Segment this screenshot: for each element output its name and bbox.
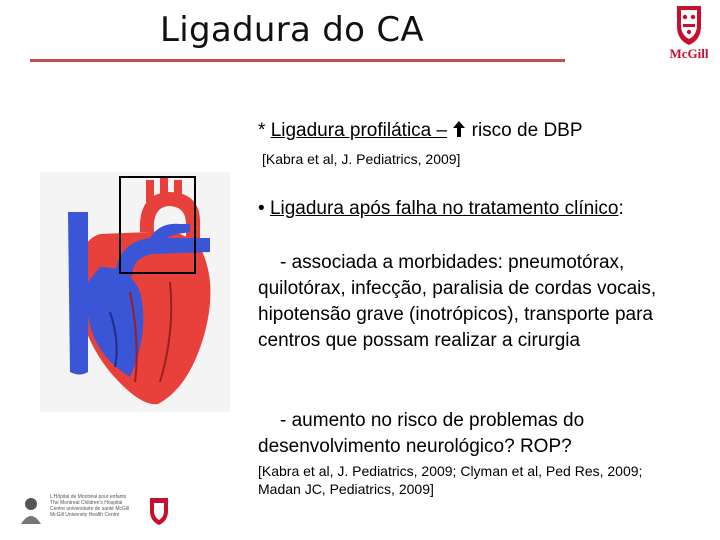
footer-line-3: Centre universitaire de santé McGill	[50, 506, 130, 512]
childrens-hospital-logo-icon	[16, 494, 46, 526]
bullet-prophylactic-label: Ligadura profilática –	[270, 120, 448, 141]
bullet-after-failure	[258, 196, 708, 222]
footer-line-4: McGill University Health Centre	[50, 512, 120, 518]
bullet-prefix: *	[258, 120, 271, 141]
bullet-prophylactic	[258, 118, 708, 144]
heart-icon	[40, 172, 230, 412]
mcgill-logo	[660, 4, 718, 64]
mcgill-wordmark: McGill	[669, 46, 709, 61]
sub-item-morbidities: - associada a morbidades: pneumotórax, quilotórax, infecção, paralisia de cordas vocais, hipotensão grave (inotrópicos), transporte para centros que possam realizar a cirurgia	[258, 252, 657, 351]
footer-hospital-names	[50, 494, 158, 518]
footer-line-2: The Montreal Children's Hospital	[50, 500, 123, 506]
bullet-prophylactic-suffix: risco de DBP	[466, 120, 583, 141]
bullet-after-failure-suffix: :	[618, 198, 624, 219]
title-underline	[30, 59, 565, 62]
reference-1: [Kabra et al, J. Pediatrics, 2009]	[262, 151, 461, 167]
bullet-prefix: •	[258, 198, 270, 219]
muhc-crest-icon	[148, 496, 170, 526]
mcgill-crest-icon	[660, 4, 718, 46]
reference-2: [Kabra et al, J. Pediatrics, 2009; Clyman et al, Ped Res, 2009; Madan JC, Pediatrics, 2009]	[258, 463, 643, 497]
heart-illustration	[40, 172, 230, 412]
footer-logos	[16, 494, 176, 528]
sub-item-neurodevelopment: - aumento no risco de problemas do desenvolvimento neurológico? ROP?	[258, 410, 585, 457]
bullet-after-failure-label: Ligadura após falha no tratamento clínico	[269, 198, 619, 219]
slide-title: Ligadura do CA	[160, 10, 424, 50]
arrow-up-icon	[452, 120, 466, 138]
footer-line-1: L'Hôpital de Montréal pour enfants	[50, 494, 127, 500]
